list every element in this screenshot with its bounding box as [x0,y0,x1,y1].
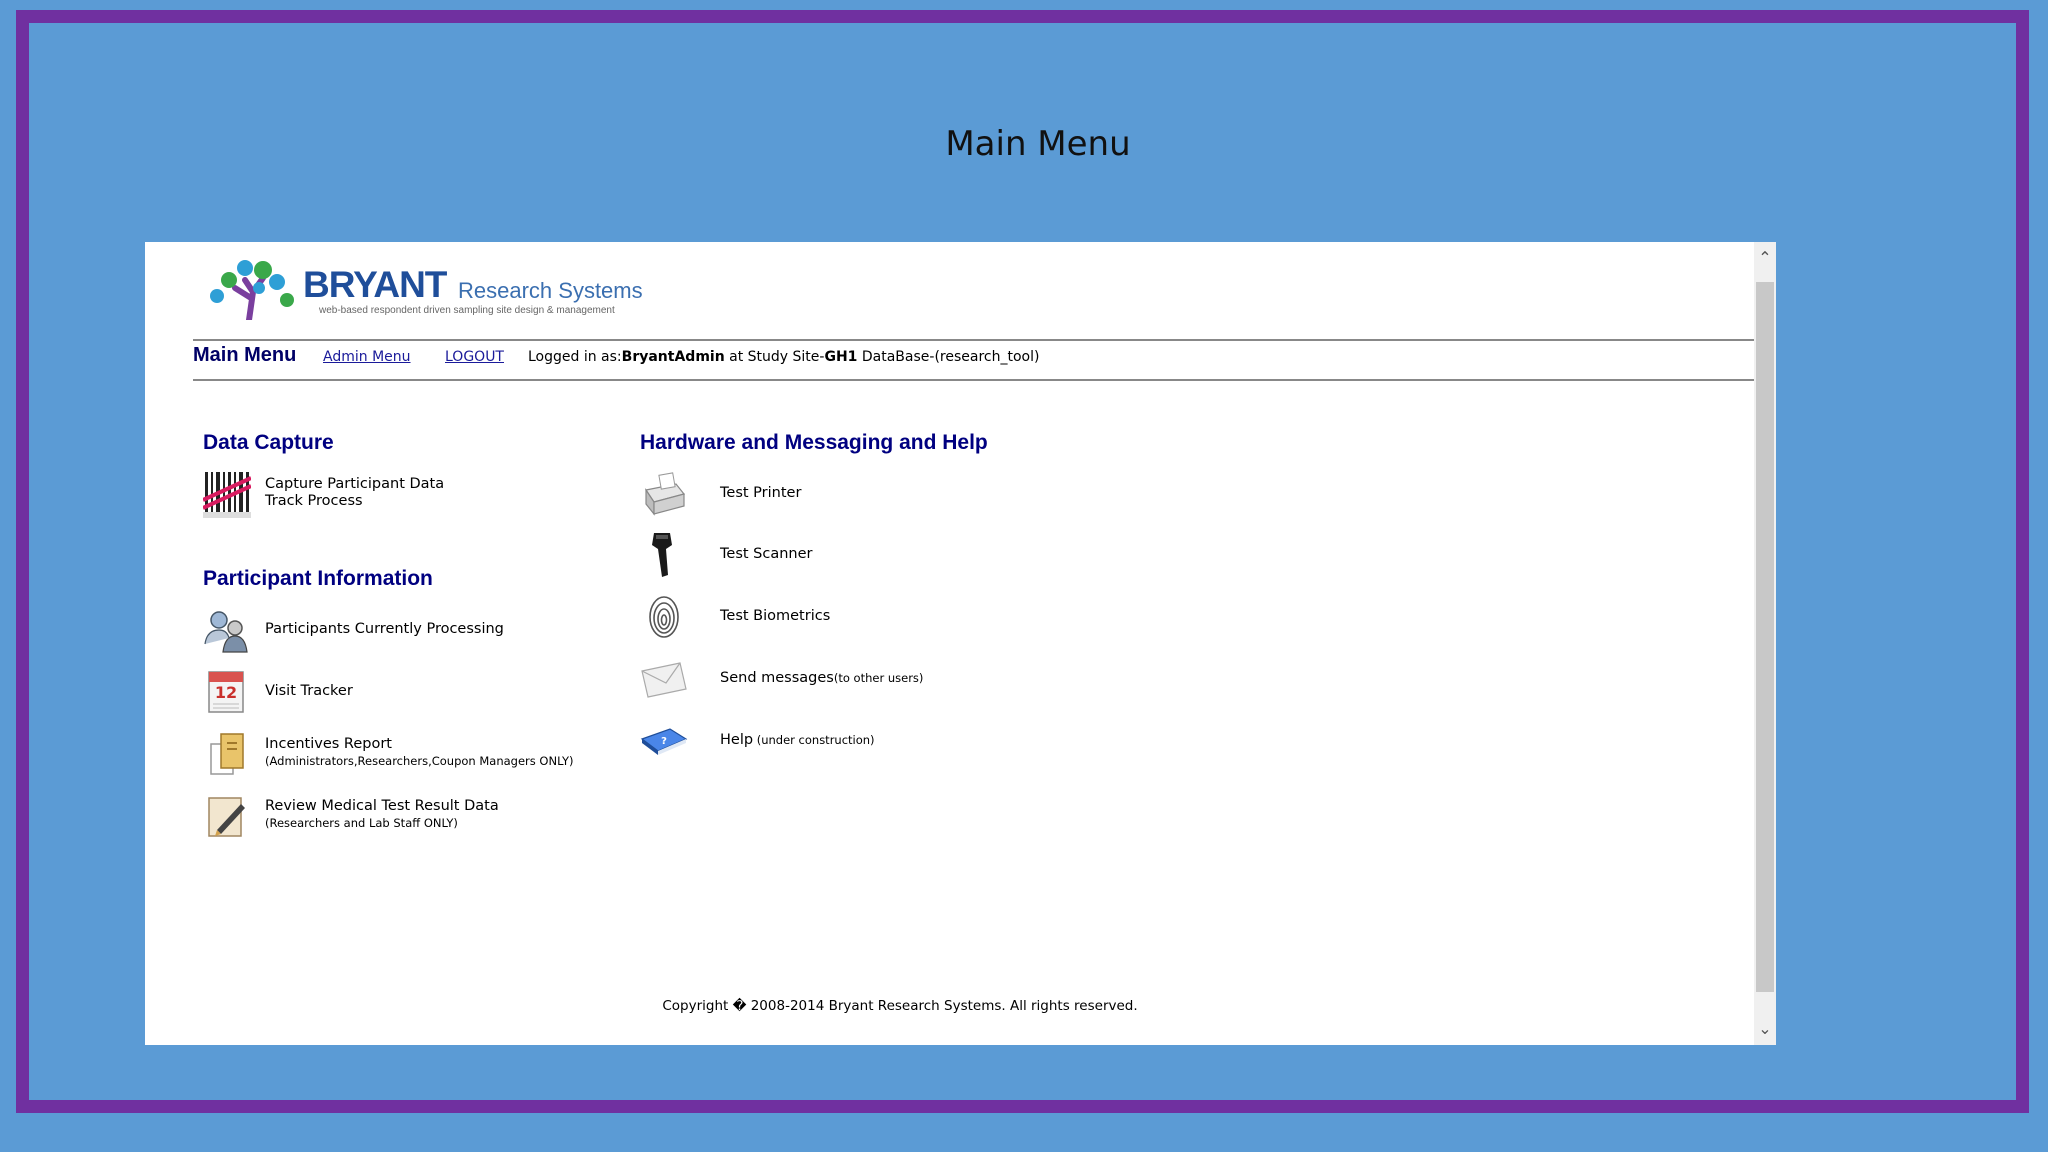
logout-link[interactable]: LOGOUT [445,349,504,365]
help-book-icon [640,717,688,765]
copyright-footer: Copyright � 2008-2014 Bryant Research Systems. All rights reserved. [662,998,1138,1014]
login-status [528,349,1039,365]
scroll-thumb[interactable] [1756,282,1774,992]
svg-text:12: 12 [214,683,238,702]
review-medical-label[interactable]: Review Medical Test Result Data [265,798,499,814]
test-biometrics-label[interactable]: Test Biometrics [720,608,831,624]
send-messages-label[interactable]: Send messages [720,670,834,686]
help-label[interactable]: Help [720,732,754,748]
test-printer-item[interactable] [640,470,940,518]
bryant-logo [205,258,645,320]
study-site: GH1 [824,349,858,365]
svg-text:?: ? [661,736,667,747]
status-prefix: Logged in as: [528,349,622,365]
send-messages-text[interactable] [720,670,923,687]
help-item[interactable] [640,717,960,765]
tree-logo-icon [205,258,301,320]
calendar-icon [203,668,251,716]
incentives-report-item[interactable] [203,730,623,778]
vertical-scrollbar[interactable] [1754,242,1776,1045]
review-medical-results-item[interactable] [203,792,603,840]
incentives-report-note: (Administrators,Researchers,Coupon Managers ONLY) [265,754,574,768]
track-process-label[interactable]: Track Process [265,493,363,509]
participants-processing-item[interactable] [203,606,533,654]
logo-tagline: web-based respondent driven sampling site design & management [319,305,615,316]
admin-menu-link[interactable]: Admin Menu [323,349,411,365]
fingerprint-icon [640,593,688,641]
logged-in-user: BryantAdmin [621,349,725,365]
logo-subtitle: Research Systems [458,278,643,303]
printer-icon [640,470,688,518]
data-capture-heading: Data Capture [203,431,334,454]
envelope-icon [640,655,688,703]
header-divider-bottom [193,379,1754,381]
app-window [145,242,1776,1045]
help-note: (under construction) [753,733,875,747]
nav-bar [193,345,1754,375]
scanner-icon [640,531,688,579]
capture-participant-label[interactable]: Capture Participant Data [265,476,445,492]
users-icon [203,606,251,654]
scroll-up-arrow-icon[interactable]: ⌃ [1758,248,1772,267]
scroll-down-arrow-icon[interactable]: ⌄ [1758,1019,1772,1038]
status-middle: at Study Site- [724,349,825,365]
send-messages-item[interactable] [640,655,960,703]
participant-information-heading: Participant Information [203,567,433,590]
barcode-icon [203,470,251,518]
send-messages-note: (to other users) [833,671,924,685]
status-database: DataBase-(research_tool) [857,349,1040,365]
test-printer-label[interactable]: Test Printer [720,485,802,501]
header-divider-top [193,339,1754,341]
test-scanner-label[interactable]: Test Scanner [720,546,813,562]
participants-processing-label[interactable]: Participants Currently Processing [265,621,504,637]
logo-name: BRYANT [303,264,447,305]
incentives-report-label[interactable]: Incentives Report [265,736,392,752]
slide-title: Main Menu [945,124,1131,164]
help-text[interactable] [720,732,875,749]
visit-tracker-item[interactable] [203,668,503,716]
nav-title: Main Menu [193,344,297,366]
hardware-heading: Hardware and Messaging and Help [640,431,988,454]
capture-participant-data-item[interactable] [203,470,503,518]
medical-pen-icon [203,792,251,840]
report-icon [203,730,251,778]
test-biometrics-item[interactable] [640,593,940,641]
review-medical-note: (Researchers and Lab Staff ONLY) [265,816,458,830]
test-scanner-item[interactable] [640,531,940,579]
visit-tracker-label[interactable]: Visit Tracker [265,683,353,699]
